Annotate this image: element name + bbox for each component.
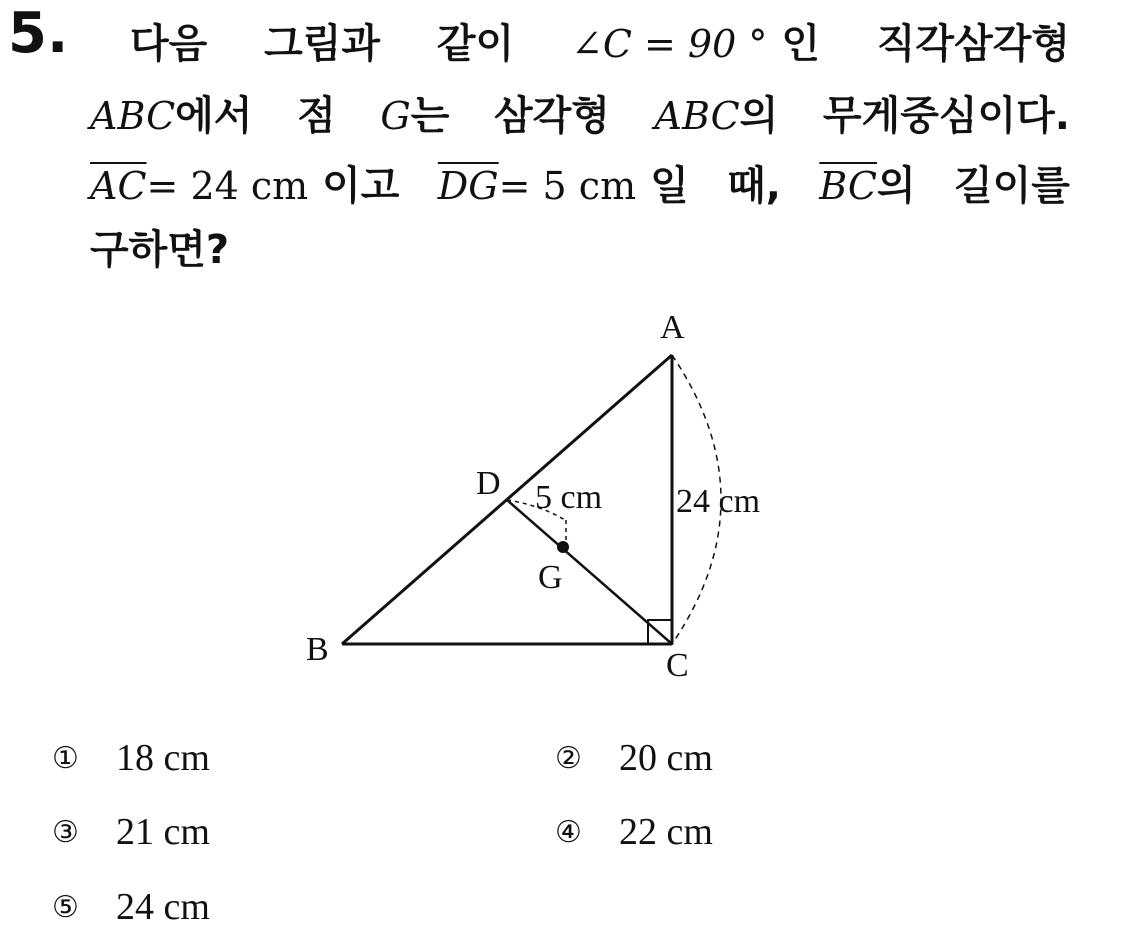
choice-number: ①: [52, 740, 79, 776]
segment-bc: $\overline{BC}$: [819, 164, 878, 208]
vertex-label-c: C: [666, 647, 689, 684]
word: 는: [410, 93, 450, 139]
choice-number: ②: [555, 740, 582, 776]
segment-dg: $\overline{DG}$: [437, 164, 499, 208]
ac-length-label: 24 cm: [676, 483, 761, 520]
equation: = 24 cm: [146, 164, 309, 208]
choice-text: 20 cm: [619, 737, 713, 779]
word: 의: [739, 93, 779, 139]
word: 직각삼각형: [876, 21, 1070, 67]
choice-number: ④: [555, 814, 582, 850]
word: 같이: [436, 21, 515, 67]
word: 길이를: [954, 163, 1070, 209]
choice-text: 21 cm: [116, 811, 210, 853]
choice-5[interactable]: [52, 882, 210, 932]
choice-number: ⑤: [52, 889, 79, 925]
choice-4[interactable]: [555, 807, 713, 857]
choice-text: 22 cm: [619, 811, 713, 853]
point-label-d: D: [476, 465, 501, 502]
vertex-label-a: A: [660, 309, 685, 346]
word: 그림과: [264, 21, 381, 67]
centroid-point: [557, 541, 569, 553]
choice-text: 18 cm: [116, 737, 210, 779]
word: 구하면?: [90, 227, 230, 273]
choice-3[interactable]: [52, 807, 210, 857]
vertex-label-b: B: [306, 631, 329, 668]
choice-1[interactable]: [52, 733, 210, 783]
math-abc: ABC: [90, 94, 176, 138]
segment-ac: $\overline{AC}$: [90, 164, 147, 208]
word: 삼각형: [493, 93, 610, 139]
word: 이고: [322, 163, 400, 209]
question-number: 5.: [8, 1, 69, 66]
word: 무게중심이다.: [822, 93, 1070, 139]
choice-number: ③: [52, 814, 79, 850]
word: 점: [297, 93, 336, 139]
word: 다음: [130, 21, 208, 67]
equation: = 5 cm: [498, 164, 637, 208]
word: 에서: [175, 93, 253, 139]
math-g: G: [380, 94, 411, 138]
word: 인: [781, 21, 820, 67]
choice-text: 24 cm: [116, 886, 210, 928]
word: 때,: [727, 163, 781, 209]
angle-expression: ∠C = 90 °: [571, 22, 768, 66]
choice-2[interactable]: [555, 733, 713, 783]
math-abc: ABC: [654, 94, 740, 138]
word: 의: [877, 163, 916, 209]
dg-length-label: 5 cm: [535, 479, 603, 516]
word: 일: [650, 163, 689, 209]
point-label-g: G: [538, 559, 563, 596]
